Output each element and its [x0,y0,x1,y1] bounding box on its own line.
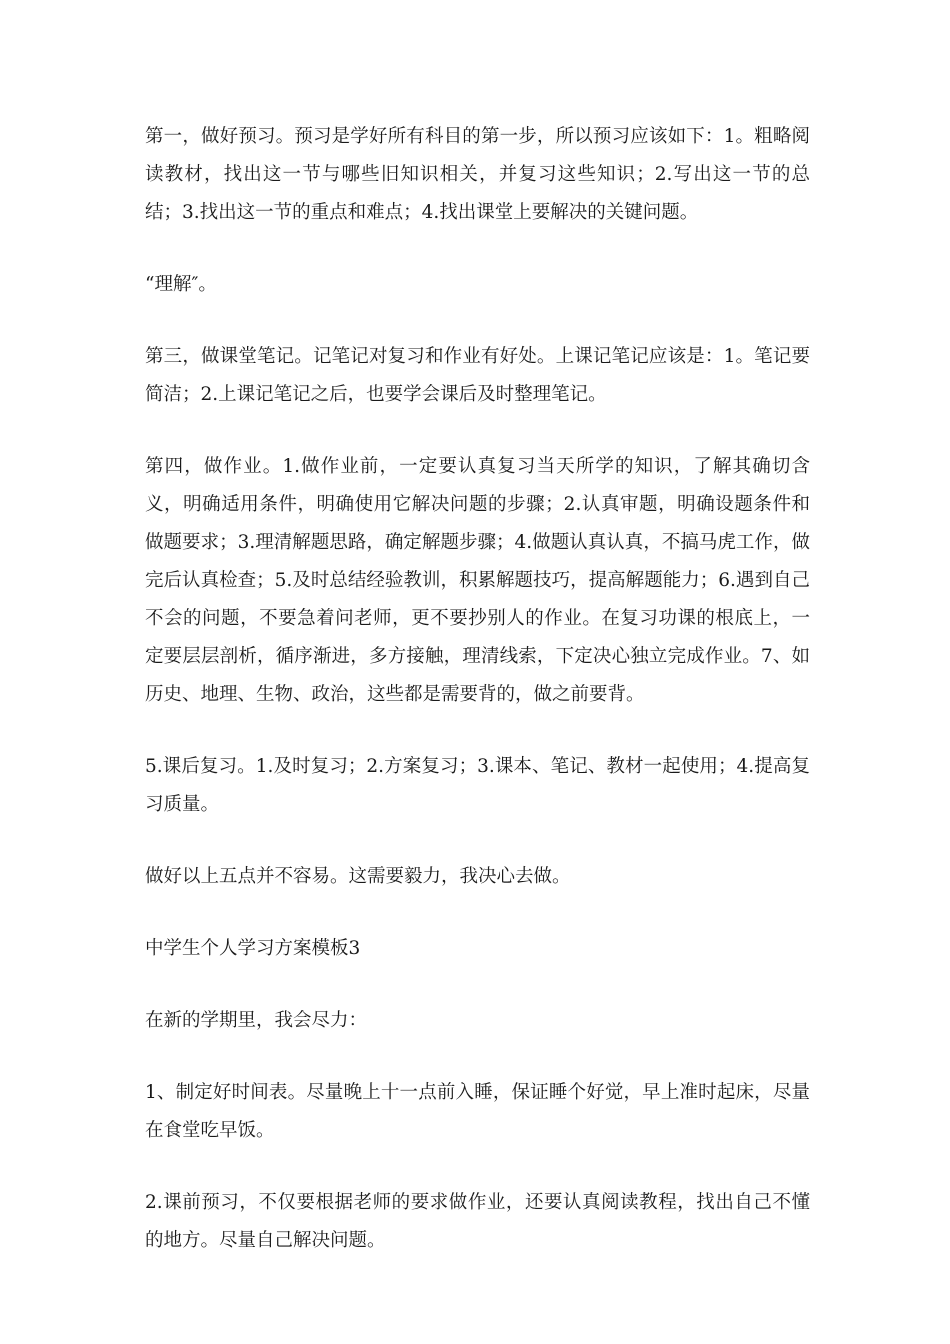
paragraph-review: 5.课后复习。1.及时复习；2.方案复习；3.课本、笔记、教材一起使用；4.提高复习质量。 [145,756,810,815]
paragraph-homework: 第四，做作业。1.做作业前，一定要认真复习当天所学的知识，了解其确切含义，明确适用条件，明确使用它解决问题的步骤；2.认真审题，明确设题条件和做题要求；3.理清解题思路，确定解题步骤；4.做题认真认真，不搞马虎工作，做完后认真检查；5.及时总结经验教训，积累解题技巧，提高解题能力；6.遇到自己不会的问题，不要急着问老师，更不要抄别人的作业。在复习功课的根底上，一定要层层剖析，循序渐进，多方接触，理清线索，下定决心独立完成作业。7、如历史、地理、生物、政治，这些都是需要背的，做之前要背。 [145,456,810,705]
paragraph-new-semester: 在新的学期里，我会尽力： [145,1010,368,1031]
paragraph-pre-class-preview: 2.课前预习，不仅要根据老师的要求做作业，还要认真阅读教程，找出自己不懂的地方。尽量自己解决问题。 [145,1192,810,1251]
paragraph-class-notes: 第三，做课堂笔记。记笔记对复习和作业有好处。上课记笔记应该是：1。笔记要简洁；2.上课记笔记之后，也要学会课后及时整理笔记。 [145,346,810,405]
paragraph-preview: 第一，做好预习。预习是学好所有科目的第一步，所以预习应该如下：1。粗略阅读教材，找出这一节与哪些旧知识相关，并复习这些知识；2.写出这一节的总结；3.找出这一节的重点和难点；4.找出课堂上要解决的关键问题。 [145,126,810,223]
paragraph-timetable: 1、制定好时间表。尽量晚上十一点前入睡，保证睡个好觉，早上准时起床，尽量在食堂吃早饭。 [145,1082,810,1141]
document-body [145,118,810,1294]
section-heading-template-3: 中学生个人学习方案模板3 [145,938,361,959]
paragraph-understanding: “理解″。 [145,274,217,295]
paragraph-summary: 做好以上五点并不容易。这需要毅力，我决心去做。 [145,866,571,887]
